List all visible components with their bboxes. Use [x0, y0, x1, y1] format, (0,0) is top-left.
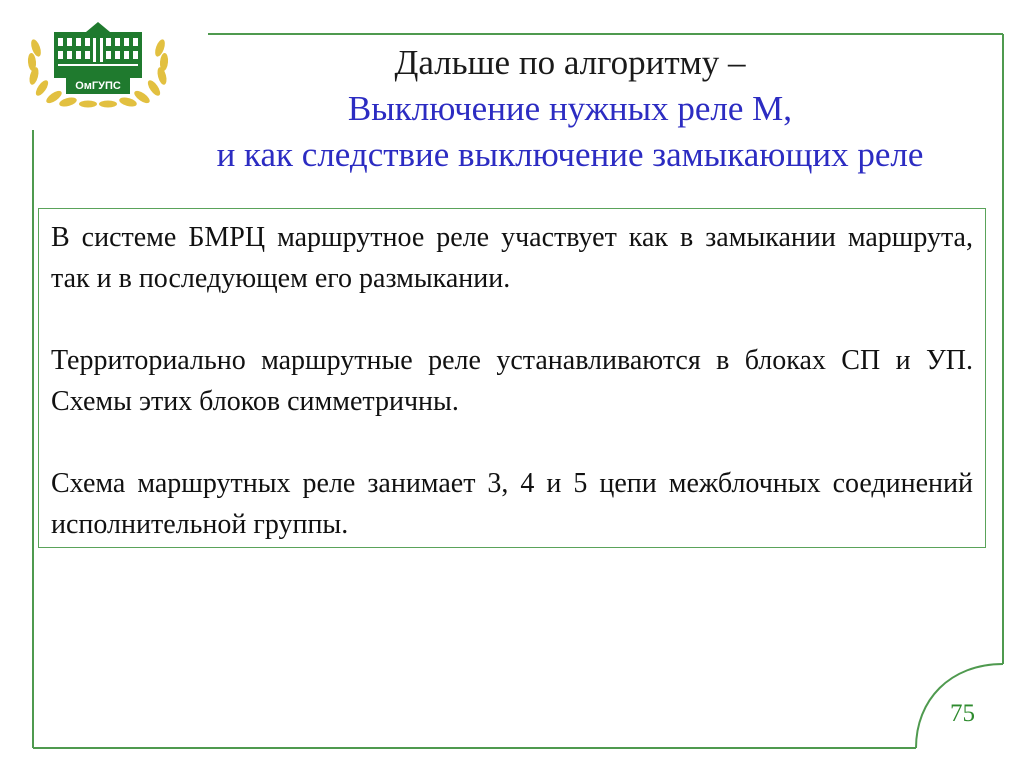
title-line-3: и как следствие выключение замыкающих реле: [216, 135, 924, 174]
title-line-1: Дальше по алгоритму –: [394, 43, 746, 82]
content-box: [38, 208, 986, 548]
page-number: 75: [950, 700, 975, 727]
paragraph: Схема маршрутных реле занимает 3, 4 и 5 цепи межблочных соединений исполнительной группы.: [51, 468, 973, 540]
paragraph: В системе БМРЦ маршрутное реле участвует как в замыкании маршрута, так и в последующем его размыкании.: [51, 222, 973, 294]
title-line-2: Выключение нужных реле М,: [347, 89, 793, 128]
paragraph: Территориально маршрутные реле устанавливаются в блоках СП и УП. Схемы этих блоков симметричны.: [51, 345, 973, 417]
logo-text: ОмГУПС: [75, 80, 121, 92]
slide-title: [150, 40, 990, 178]
